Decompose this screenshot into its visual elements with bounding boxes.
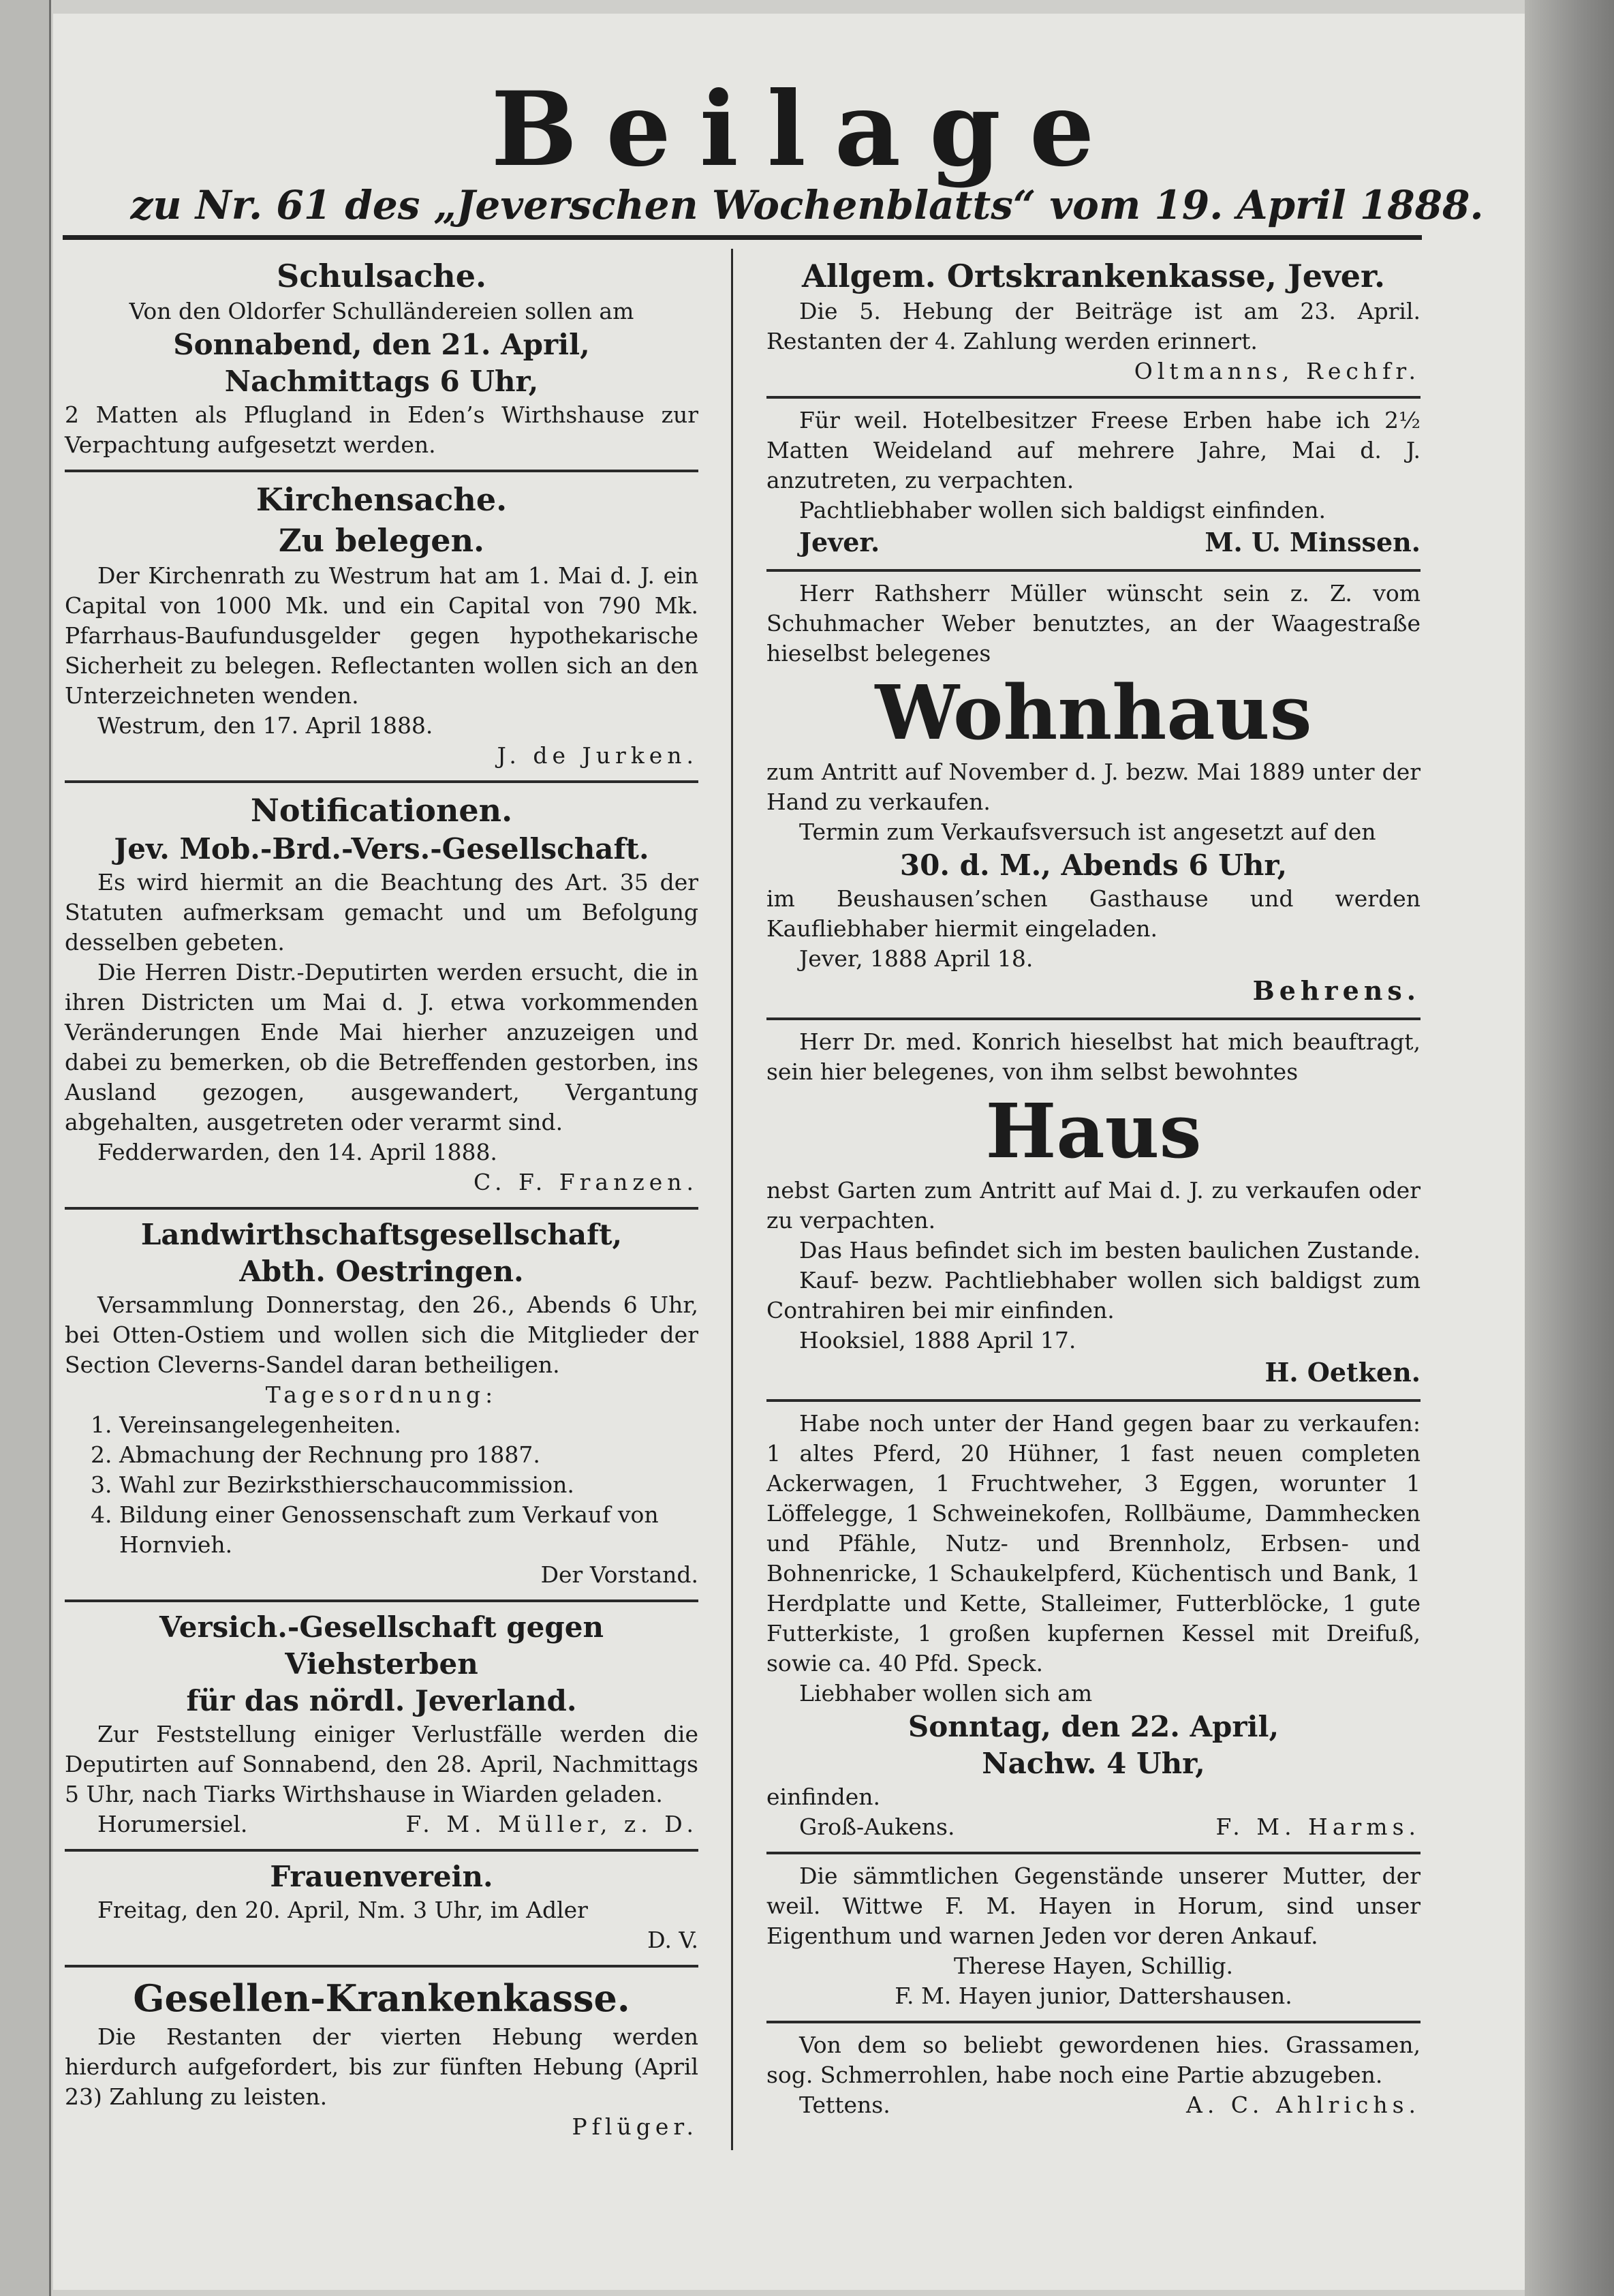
notice-gesellen	[65, 1968, 698, 2152]
notice-date: Sonntag, den 22. April,	[907, 1710, 1279, 1743]
notice-headline: Haus	[985, 1087, 1202, 1175]
notice-signature-2: F. M. Hayen junior, Dattershausen.	[895, 1983, 1292, 2009]
notice-text: Die Restanten der vierten Hebung werden hierdurch aufgefordert, bis zur fünften Hebung (April 23) Zahlung zu leisten.	[65, 2023, 698, 2110]
notice-text: Zur Feststellung einiger Verlustfälle werden die Deputirten auf Sonnabend, den 28. April, Nachmittags 5 Uhr, nach Tiarks Wirthshause in Wiarden geladen.	[65, 1721, 698, 1807]
notice-text: Für weil. Hotelbesitzer Freese Erben habe ich 2½ Matten Weideland auf mehrere Jahre, Mai d. J. anzutreten, zu verpachten.	[766, 407, 1421, 493]
notice-text: Der Kirchenrath zu Westrum hat am 1. Mai d. J. ein Capital von 1000 Mk. und ein Capital von 790 Mk. Pfarrhaus-Baufundusgelder gegen hypothekarische Sicherheit zu belegen. Reflectanten wollen sich an den Unterzeichneten wenden.	[65, 562, 698, 709]
notice-signature: J. de Jurken.	[497, 742, 698, 769]
adjacent-page-edge	[0, 0, 51, 2296]
notice-signature: Therese Hayen, Schillig.	[953, 1953, 1234, 1979]
notice-signature: M. U. Minssen.	[1205, 527, 1421, 557]
notice-footer	[766, 2090, 1421, 2120]
notice-wohnhaus	[766, 572, 1421, 1020]
notice-kirchensache	[65, 472, 698, 783]
notice-text: Habe noch unter der Hand gegen baar zu verkaufen: 1 altes Pferd, 20 Hühner, 1 fast neuen completen Ackerwagen, 1 Fruchtweher, 3 Eggen, worunter 1 Löffelegge, 1 Schweinekofen, Rollbäume, Dammhecken und Pfähle, Nutz- und Brennholz, Erbsen- und Bohnenricke, 1 Schaukelpferd, Küchentisch und Bank, 1 Herdplatte und Kette, Stalleimer, Futterblöcke, 1 gute Futterkiste, 1 großen kupfernen Kessel mit Dreifuß, sowie ca. 40 Pfd. Speck.	[766, 1410, 1421, 1677]
agenda-title: Tagesordnung:	[265, 1381, 498, 1408]
notice-footer	[65, 1809, 698, 1839]
notice-title: Frauenverein.	[270, 1860, 493, 1893]
column-divider	[731, 249, 733, 2150]
notice-text-2: Die Herren Distr.-Deputirten werden ersucht, die in ihren Districten um Mai d. J. etwa vorkommenden Veränderungen Ende Mai hierher anzuzeigen und dabei zu bemerken, ob die Betreffenden gestorben, ins Ausland gezogen, ausgewandert, Vergantung abgehalten, ausgetreten oder verarmt sind.	[65, 959, 698, 1135]
notice-text: Von dem so beliebt gewordenen hies. Grassamen, sog. Schmerrohlen, habe noch eine Partie abzugeben.	[766, 2032, 1421, 2088]
notice-date: Sonnabend, den 21. April,	[173, 328, 590, 361]
notice-text: Freitag, den 20. April, Nm. 3 Uhr, im Adler	[97, 1897, 588, 1923]
notice-notificationen	[65, 783, 698, 1210]
notice-title: Notificationen.	[250, 792, 513, 829]
notice-place-date: Hooksiel, 1888 April 17.	[799, 1327, 1076, 1353]
left-column	[65, 249, 698, 2152]
list-item: 4. Bildung einer Genossenschaft zum Verkauf von Hornvieh.	[119, 1500, 698, 1560]
notice-ortskrankenkasse	[766, 249, 1421, 399]
notice-place-date: Westrum, den 17. April 1888.	[97, 712, 433, 739]
notice-text-3: im Beushausen’schen Gasthause und werden Kaufliebhaber hiermit eingeladen.	[766, 885, 1421, 942]
notice-text: zum Antritt auf November d. J. bezw. Mai 1889 unter der Hand zu verkaufen.	[766, 759, 1421, 815]
notice-title: Versich.-Gesellschaft gegen Viehsterben	[159, 1610, 604, 1681]
notice-intro: Herr Dr. med. Konrich hieselbst hat mich beauftragt, sein hier belegenes, von ihm selbst bewohntes	[766, 1028, 1421, 1085]
notice-headline: Wohnhaus	[875, 669, 1312, 756]
notice-title: Landwirthschaftsgesellschaft,	[140, 1218, 623, 1251]
list-item: 1. Vereinsangelegenheiten.	[119, 1410, 698, 1440]
notice-signature: C. F. Franzen.	[473, 1169, 698, 1195]
notice-signature: Behrens.	[1252, 975, 1421, 1006]
notice-grassamen	[766, 2023, 1421, 2130]
notice-haus	[766, 1020, 1421, 1402]
notice-schulsache	[65, 249, 698, 472]
notice-text-2: Pachtliebhaber wollen sich baldigst einfinden.	[799, 497, 1326, 523]
notice-place-date: Jever, 1888 April 18.	[799, 945, 1034, 972]
notice-text: 2 Matten als Pflugland in Eden’s Wirthshause zur Verpachtung aufgesetzt werden.	[65, 401, 698, 458]
notice-footer	[766, 1812, 1421, 1842]
agenda-list	[65, 1410, 698, 1560]
notice-intro: Von den Oldorfer Schulländereien sollen am	[129, 298, 634, 324]
notice-freese	[766, 399, 1421, 572]
notice-time: Nachw. 4 Uhr,	[982, 1747, 1205, 1780]
list-item: 2. Abmachung der Rechnung pro 1887.	[119, 1440, 698, 1470]
notice-title: Schulsache.	[276, 258, 487, 294]
page-subtitle: zu Nr. 61 des „Jeverschen Wochenblatts“ vom 19. April 1888.	[130, 182, 1484, 228]
notice-signature: Der Vorstand.	[540, 1561, 698, 1588]
notice-text-3: Kauf- bezw. Pachtliebhaber wollen sich baldigst zum Contrahiren bei mir einfinden.	[766, 1267, 1421, 1323]
notice-subtitle: Jev. Mob.-Brd.-Vers.-Gesellschaft.	[114, 832, 649, 866]
notice-versicherung	[65, 1602, 698, 1852]
notice-subtitle: Abth. Oestringen.	[239, 1255, 524, 1288]
notice-frauenverein	[65, 1852, 698, 1968]
notice-signature: Oltmanns, Rechfr.	[1134, 358, 1421, 384]
notice-signature: D. V.	[647, 1927, 698, 1953]
notice-signature: F. M. Müller, z. D.	[405, 1811, 698, 1837]
notice-title-2: für das nördl. Jeverland.	[186, 1684, 577, 1717]
notice-place: Groß-Aukens.	[799, 1813, 955, 1840]
notice-verkauf	[766, 1402, 1421, 1854]
notice-intro: Herr Rathsherr Müller wünscht sein z. Z. vom Schuhmacher Weber benutztes, an der Waagestraße hieselbst belegenes	[766, 580, 1421, 667]
page-edge-shadow	[1525, 0, 1614, 2296]
notice-hayen	[766, 1854, 1421, 2023]
notice-title: Allgem. Ortskrankenkasse, Jever.	[802, 258, 1385, 294]
notice-text: Die 5. Hebung der Beiträge ist am 23. April. Restanten der 4. Zahlung werden erinnert.	[766, 298, 1421, 354]
notice-time: Nachmittags 6 Uhr,	[224, 365, 539, 398]
page-title: Beilage	[491, 70, 1123, 189]
notice-subtitle: Zu belegen.	[278, 522, 485, 559]
notice-text: Versammlung Donnerstag, den 26., Abends 6 Uhr, bei Otten-Ostiem und wollen sich die Mitglieder der Section Cleverns-Sandel daran betheiligen.	[65, 1291, 698, 1378]
right-column	[766, 249, 1421, 2130]
notice-text: nebst Garten zum Antritt auf Mai d. J. zu verkaufen oder zu verpachten.	[766, 1177, 1421, 1234]
notice-signature: F. M. Harms.	[1215, 1813, 1421, 1840]
notice-place: Tettens.	[799, 2092, 890, 2118]
list-item: 3. Wahl zur Bezirksthierschaucommission.	[119, 1470, 698, 1500]
notice-text-2: Das Haus befindet sich im besten baulichen Zustande.	[799, 1237, 1421, 1264]
notice-signature: H. Oetken.	[1264, 1357, 1421, 1388]
notice-signature: Pflüger.	[572, 2113, 698, 2140]
notice-date: 30. d. M., Abends 6 Uhr,	[899, 848, 1288, 882]
notice-text-2: Liebhaber wollen sich am	[799, 1680, 1093, 1706]
notice-end: einfinden.	[766, 1784, 880, 1810]
header-rule	[63, 235, 1422, 240]
notice-text: Es wird hiermit an die Beachtung des Art. 35 der Statuten aufmerksam gemacht und um Befolgung desselben gebeten.	[65, 869, 698, 955]
notice-title: Kirchensache.	[255, 481, 508, 518]
notice-title: Gesellen-Krankenkasse.	[133, 1976, 630, 2020]
notice-place: Jever.	[799, 527, 880, 557]
notice-landwirthschaft	[65, 1210, 698, 1602]
notice-footer	[766, 525, 1421, 560]
notice-signature: A. C. Ahlrichs.	[1186, 2092, 1421, 2118]
notice-text-2: Termin zum Verkaufsversuch ist angesetzt auf den	[799, 818, 1376, 845]
notice-text: Die sämmtlichen Gegenstände unserer Mutter, der weil. Wittwe F. M. Hayen in Horum, sind unser Eigenthum und warnen Jeden vor deren Ankauf.	[766, 1863, 1421, 1949]
notice-place: Horumersiel.	[97, 1811, 248, 1837]
notice-place-date: Fedderwarden, den 14. April 1888.	[97, 1139, 497, 1165]
